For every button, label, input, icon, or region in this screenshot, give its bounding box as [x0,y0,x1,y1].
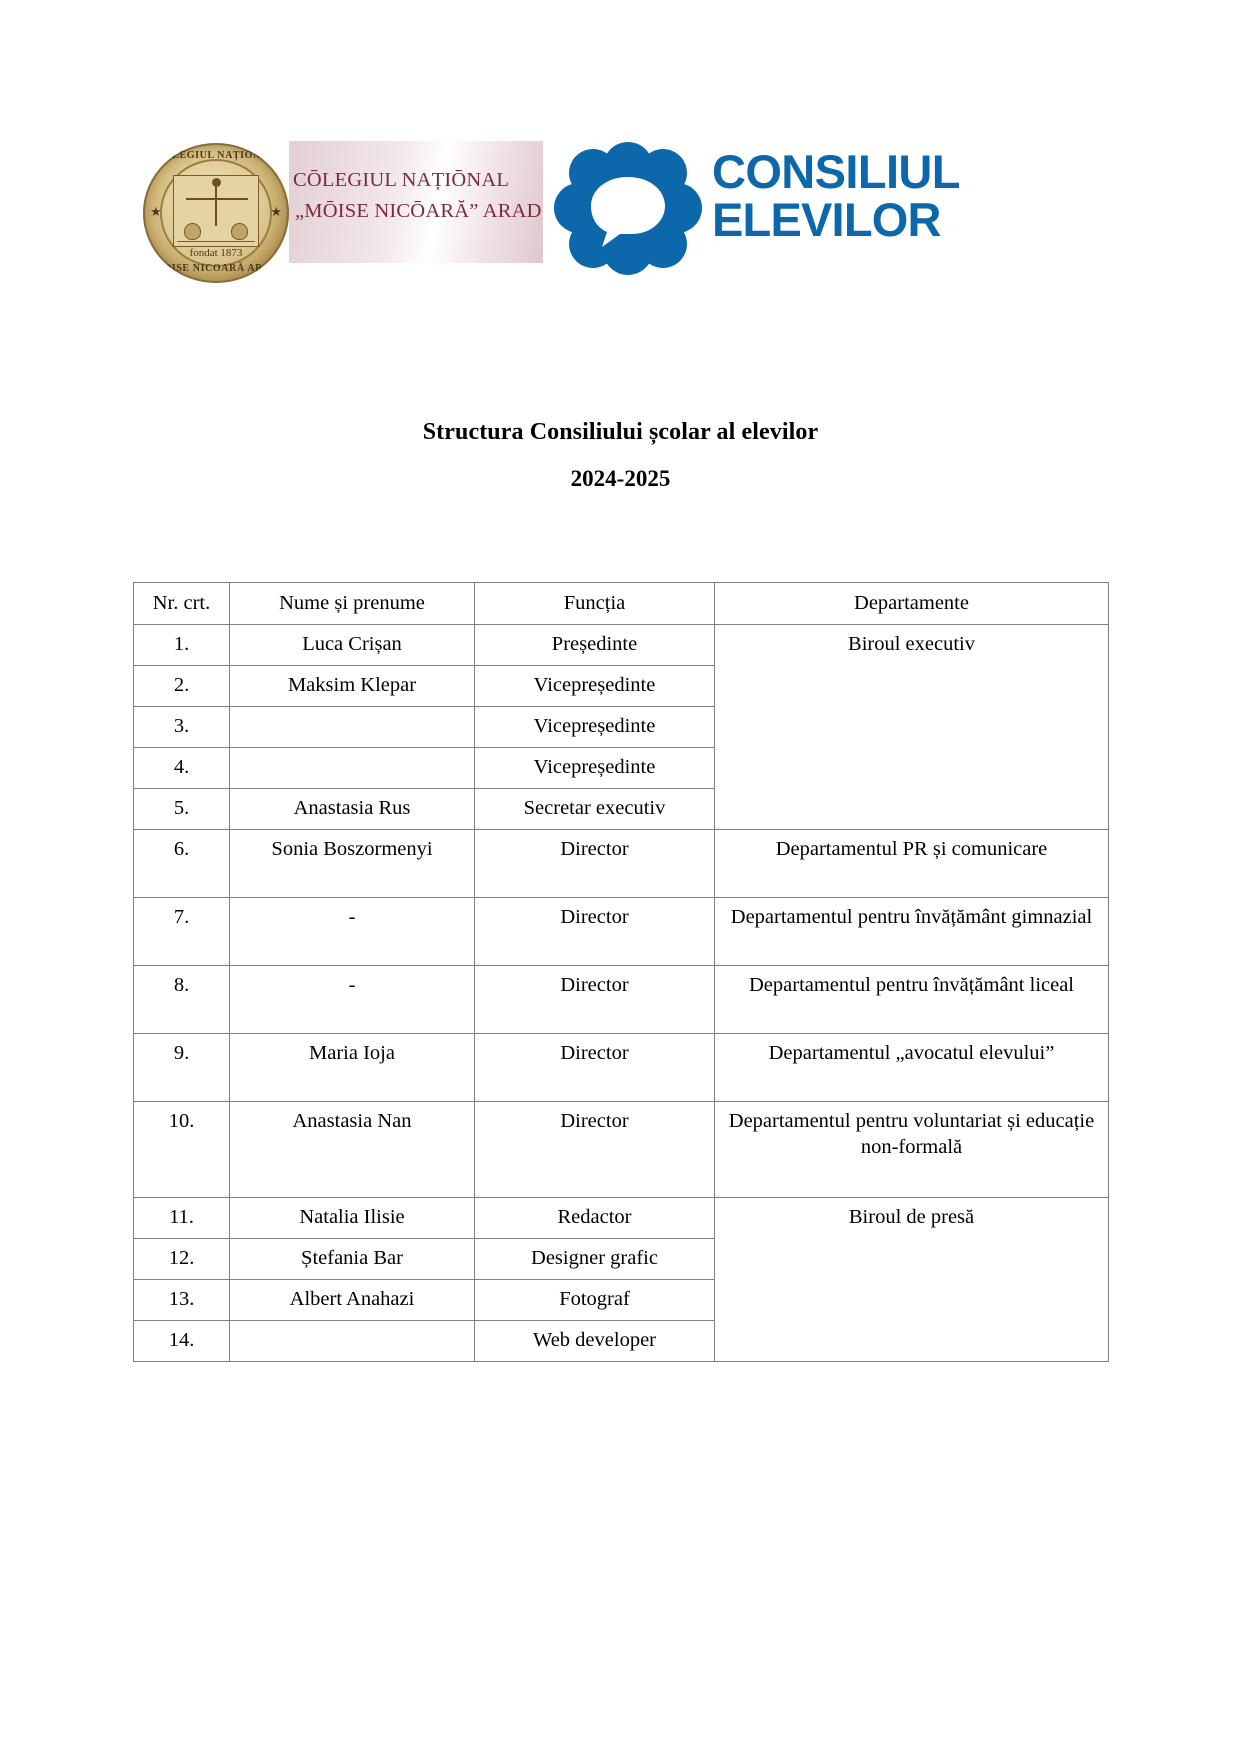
cell-func: Vicepreședinte [475,666,715,707]
cell-nr: 11. [134,1198,230,1239]
cell-name [230,748,475,789]
cell-name [230,707,475,748]
cell-func: Director [475,898,715,966]
cell-name: Anastasia Nan [230,1102,475,1198]
cell-nr: 14. [134,1321,230,1362]
cell-department-gimnazial: Departamentul pentru învățământ gimnazial [715,898,1109,966]
cell-name [230,1321,475,1362]
cell-name: Albert Anahazi [230,1280,475,1321]
cell-name: Sonia Boszormenyi [230,830,475,898]
cell-nr: 7. [134,898,230,966]
cell-nr: 2. [134,666,230,707]
seal-text-bottom: MOISE NICOARĂ ARAD [153,263,279,274]
cell-func: Redactor [475,1198,715,1239]
consiliul-elevilor-logo [552,141,982,276]
cell-func: Președinte [475,625,715,666]
cell-nr: 8. [134,966,230,1034]
cell-department-biroul-executiv: Biroul executiv [715,625,1109,830]
table-row [134,966,1109,1034]
page-title: Structura Consiliului școlar al elevilor [422,419,819,445]
cell-department-liceal: Departamentul pentru învățământ liceal [715,966,1109,1034]
seal-ground-line [177,241,255,242]
table-row [134,1198,1109,1239]
document-header [0,0,1241,300]
logo-word-consiliul: CONSILIUL [712,145,960,198]
cell-name: - [230,898,475,966]
cell-name: Maksim Klepar [230,666,475,707]
cell-nr: 5. [134,789,230,830]
cell-func: Vicepreședinte [475,748,715,789]
seal-engraving [173,175,259,247]
cell-department-avocatul: Departamentul „avocatul elevului” [715,1034,1109,1102]
cell-func: Director [475,830,715,898]
table-row [134,1034,1109,1102]
cell-nr: 6. [134,830,230,898]
seal-star-left-icon: ★ [150,204,162,219]
school-name-line2: „MŌISE NICŌARĂ” ARAD [295,200,542,223]
cell-func: Director [475,966,715,1034]
cell-department-pr: Departamentul PR și comunicare [715,830,1109,898]
column-header-dep: Departamente [715,583,1109,625]
school-name-line1: CŌLEGIUL NAȚIŌNAL [293,169,510,191]
school-seal-icon [143,143,289,283]
cell-nr: 9. [134,1034,230,1102]
seal-pupil-left [184,223,201,240]
seal-founded-text: fondat 1873 [189,247,243,259]
cell-department-voluntariat: Departamentul pentru voluntariat și educație non-formală [715,1102,1109,1198]
page-subtitle-year: 2024-2025 [570,466,671,491]
seal-figure-body [215,182,217,226]
cell-nr: 1. [134,625,230,666]
school-name [293,165,553,227]
consiliul-elevilor-wordmark [712,145,960,246]
structure-table-wrapper [133,582,1108,1362]
seal-text-top: COLEGIUL NAȚIONAL [156,150,276,161]
cell-name: Natalia Ilisie [230,1198,475,1239]
logo-word-elevilor: ELEVILOR [712,192,941,246]
cell-func: Fotograf [475,1280,715,1321]
table-row [134,830,1109,898]
cell-func: Director [475,1034,715,1102]
flower-speech-bubble-icon [552,141,704,276]
cell-department-biroul-presa: Biroul de presă [715,1198,1109,1362]
cell-nr: 3. [134,707,230,748]
cell-func: Vicepreședinte [475,707,715,748]
column-header-name: Nume și prenume [230,583,475,625]
seal-pupil-right [231,223,248,240]
cell-func: Secretar executiv [475,789,715,830]
cell-func: Director [475,1102,715,1198]
cell-nr: 10. [134,1102,230,1198]
school-logo-group [143,141,543,281]
cell-name: Ștefania Bar [230,1239,475,1280]
seal-star-right-icon: ★ [270,204,282,219]
column-header-nr: Nr. crt. [134,583,230,625]
table-header-row [134,583,1109,625]
cell-name: - [230,966,475,1034]
cell-name: Maria Ioja [230,1034,475,1102]
seal-figure-arms [186,198,248,200]
cell-func: Web developer [475,1321,715,1362]
table-row [134,898,1109,966]
structure-table [133,582,1109,1362]
table-row [134,625,1109,666]
cell-nr: 4. [134,748,230,789]
cell-name: Luca Crișan [230,625,475,666]
column-header-func: Funcția [475,583,715,625]
cell-func: Designer grafic [475,1239,715,1280]
cell-nr: 12. [134,1239,230,1280]
cell-name: Anastasia Rus [230,789,475,830]
table-row [134,1102,1109,1198]
cell-nr: 13. [134,1280,230,1321]
